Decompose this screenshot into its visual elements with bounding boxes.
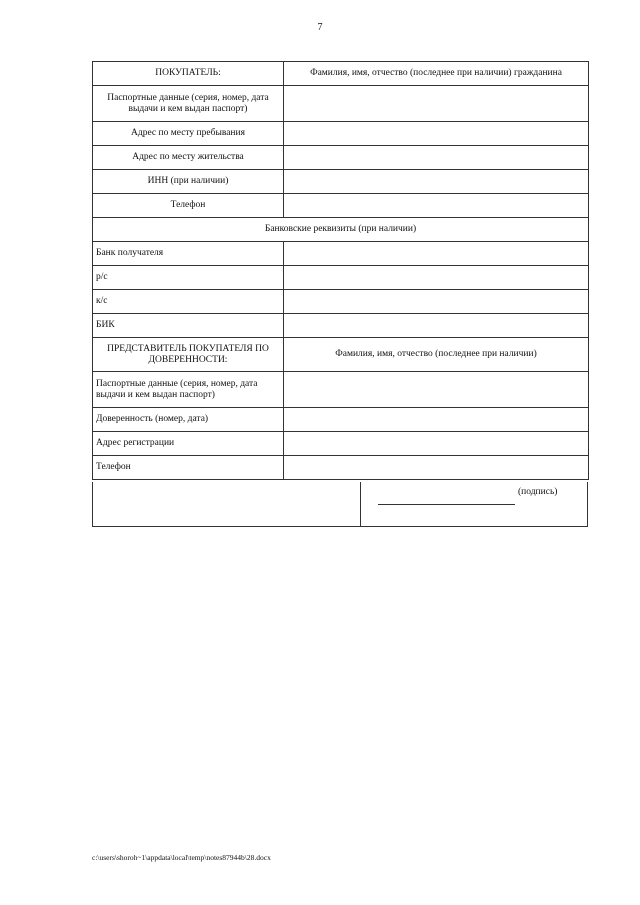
buyer-residence-address-field[interactable] [284,146,589,170]
buyer-details-table [92,61,589,480]
representative-passport-label: Паспортные данные (серия, номер, дата выдачи и кем выдан паспорт) [93,372,284,408]
power-of-attorney-label: Доверенность (номер, дата) [93,408,284,432]
buyer-name-header: Фамилия, имя, отчество (последнее при наличии) гражданина [284,62,589,86]
buyer-passport-field[interactable] [284,86,589,122]
buyer-stay-address-field[interactable] [284,122,589,146]
buyer-phone-label: Телефон [93,194,284,218]
signature-block [92,482,588,527]
page-number: 7 [317,22,323,33]
registration-address-field[interactable] [284,432,589,456]
representative-passport-field[interactable] [284,372,589,408]
buyer-passport-label: Паспортные данные (серия, номер, дата выдачи и кем выдан паспорт) [93,86,284,122]
corr-account-field[interactable] [284,290,589,314]
bik-field[interactable] [284,314,589,338]
buyer-inn-field[interactable] [284,170,589,194]
buyer-stay-address-label: Адрес по месту пребывания [93,122,284,146]
buyer-inn-label: ИНН (при наличии) [93,170,284,194]
bank-name-field[interactable] [284,242,589,266]
buyer-phone-field[interactable] [284,194,589,218]
bik-label: БИК [93,314,284,338]
representative-name-header: Фамилия, имя, отчество (последнее при наличии) [284,338,589,372]
registration-address-label: Адрес регистрации [93,432,284,456]
account-label: р/с [93,266,284,290]
signature-label: (подпись) [518,487,558,497]
footer-file-path: c:\users\shoroh~1\appdata\local\temp\notes87944b\28.docx [92,853,271,862]
bank-details-heading: Банковские реквизиты (при наличии) [93,218,589,242]
power-of-attorney-field[interactable] [284,408,589,432]
representative-phone-field[interactable] [284,456,589,480]
buyer-residence-address-label: Адрес по месту жительства [93,146,284,170]
corr-account-label: к/с [93,290,284,314]
account-field[interactable] [284,266,589,290]
representative-phone-label: Телефон [93,456,284,480]
signature-line[interactable] [378,504,515,505]
bank-name-label: Банк получателя [93,242,284,266]
representative-heading: ПРЕДСТАВИТЕЛЬ ПОКУПАТЕЛЯ ПО ДОВЕРЕННОСТИ: [93,338,284,372]
buyer-heading: ПОКУПАТЕЛЬ: [93,62,284,86]
signature-divider [360,482,361,526]
